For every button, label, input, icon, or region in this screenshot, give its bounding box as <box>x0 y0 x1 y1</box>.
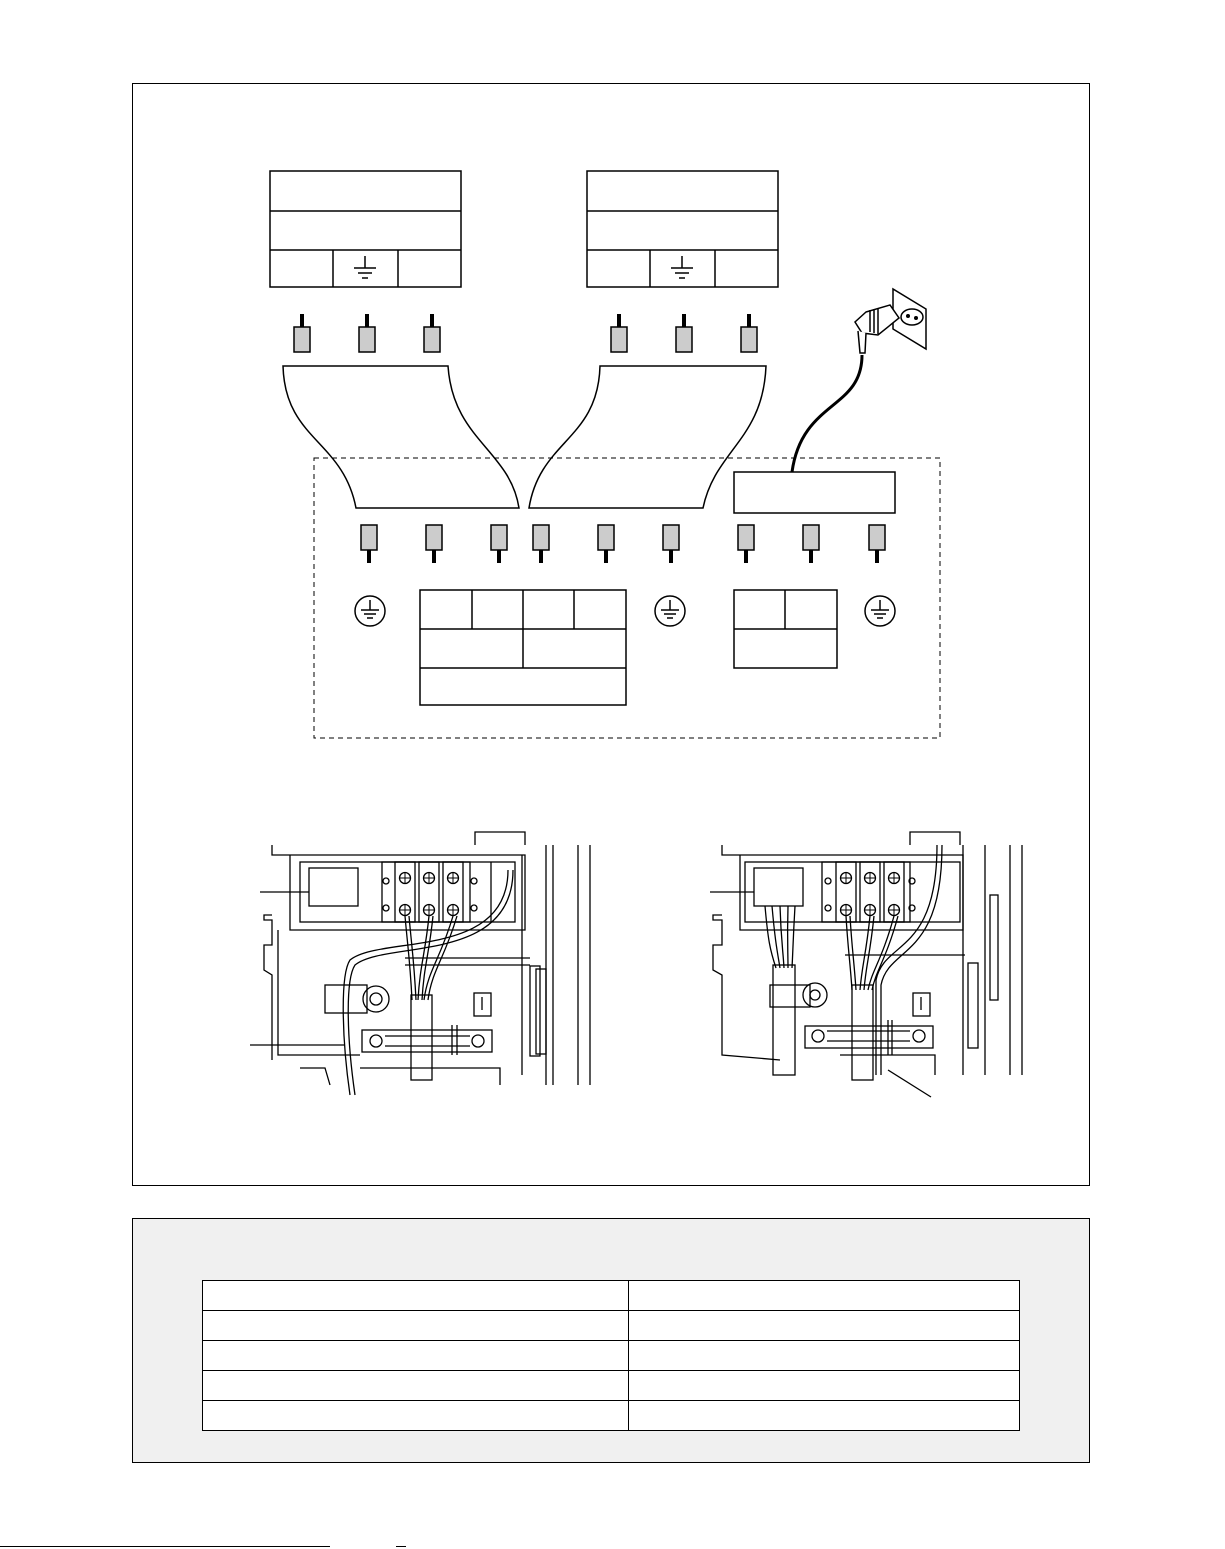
terminal-label-grid-main <box>420 590 626 705</box>
table-cell <box>629 1371 1020 1401</box>
table-cell <box>629 1281 1020 1311</box>
connector-plug <box>598 525 614 563</box>
cable-bundle-left <box>283 366 519 508</box>
specification-table-panel <box>132 1218 1090 1463</box>
footer-rule <box>0 1546 330 1547</box>
terminal-block-left <box>270 171 461 287</box>
table-row <box>203 1341 1020 1371</box>
connector-plug <box>738 525 754 563</box>
cable-bundle-right <box>529 366 766 508</box>
connector-plug <box>663 525 679 563</box>
table-row <box>203 1311 1020 1341</box>
indoor-unit-outline <box>314 458 940 738</box>
terminal-label-grid-power <box>734 590 837 668</box>
table-cell <box>629 1341 1020 1371</box>
connector-plug <box>426 525 442 563</box>
connector-plug <box>533 525 549 563</box>
connector-plug <box>491 525 507 563</box>
connector-plug <box>611 314 627 352</box>
terminal-block-right <box>587 171 778 287</box>
connector-plug <box>361 525 377 563</box>
specification-table <box>202 1280 1020 1431</box>
connector-plug <box>676 314 692 352</box>
connector-plug <box>803 525 819 563</box>
bottom-connectors <box>361 525 885 563</box>
connector-plug <box>359 314 375 352</box>
table-cell <box>203 1401 629 1431</box>
table-row <box>203 1371 1020 1401</box>
table-cell <box>203 1371 629 1401</box>
connector-plug <box>741 314 757 352</box>
table-row <box>203 1401 1020 1431</box>
table-cell <box>203 1341 629 1371</box>
table-cell <box>629 1311 1020 1341</box>
ground-symbol-icon <box>355 596 385 626</box>
table-cell <box>629 1401 1020 1431</box>
connector-plug <box>869 525 885 563</box>
installation-illustration-right <box>710 832 1022 1097</box>
table-row <box>203 1281 1020 1311</box>
ground-symbol-icon <box>671 256 693 278</box>
power-input-box <box>734 472 895 513</box>
ground-symbol-icon <box>655 596 685 626</box>
top-connectors <box>294 314 757 352</box>
connector-plug <box>294 314 310 352</box>
table-cell <box>203 1281 629 1311</box>
plug-icon <box>792 305 899 472</box>
ground-symbol-icon <box>354 256 376 278</box>
ground-symbol-icon <box>865 596 895 626</box>
table-cell <box>203 1311 629 1341</box>
installation-illustration-left <box>250 832 590 1095</box>
footer-page-mark <box>396 1546 406 1547</box>
connector-plug <box>424 314 440 352</box>
